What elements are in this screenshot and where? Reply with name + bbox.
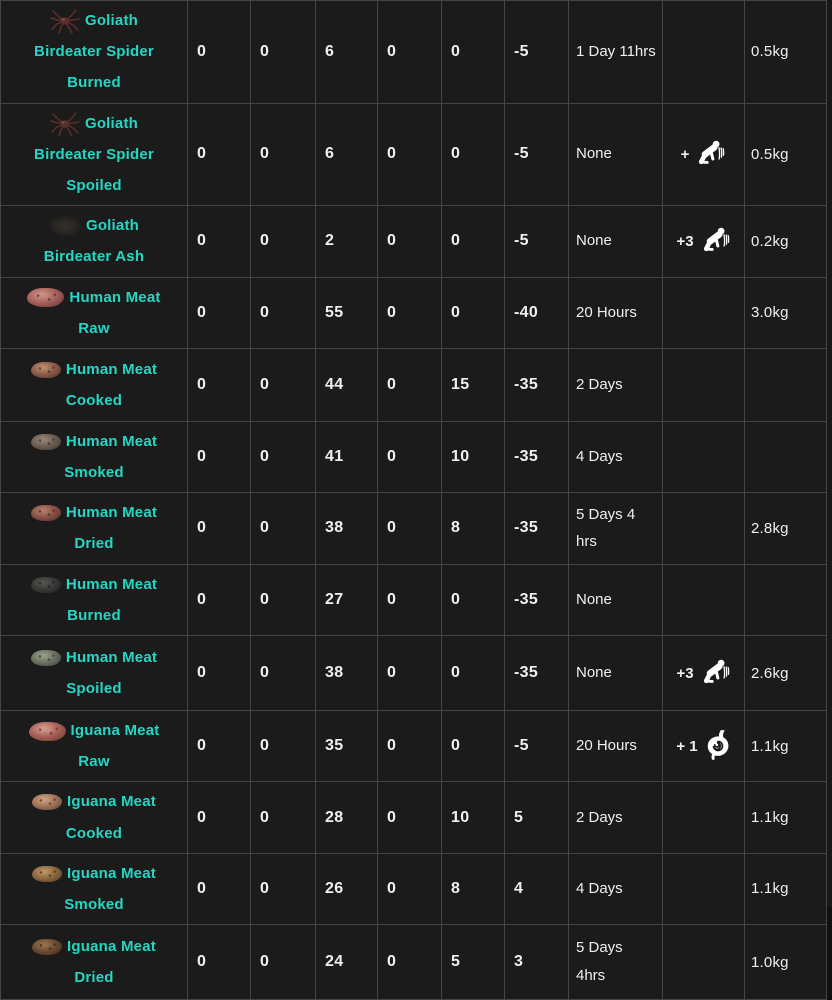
table-row [1, 348, 827, 421]
human-meat-raw-icon [27, 288, 64, 307]
duration-cell [569, 421, 663, 492]
item-name-line: Human Meat Raw [69, 288, 161, 337]
effect-cell [663, 1, 745, 104]
stat-value-cell: 0 [251, 206, 316, 277]
stat-value-cell: 0 [442, 103, 505, 206]
item-name-cell [1, 103, 188, 206]
duration-line: hrs [576, 533, 597, 551]
effect-cell [663, 711, 745, 782]
item-name-line: Birdeater Spider [34, 145, 154, 163]
vomit-icon [701, 657, 731, 689]
weight-cell [745, 421, 827, 492]
item-link[interactable] [32, 793, 156, 841]
stat-value-cell: 0 [188, 493, 251, 564]
effect-cell [663, 636, 745, 711]
stat-value-cell: 0 [188, 564, 251, 635]
stat-value-cell: 0 [251, 782, 316, 853]
stat-value-cell: 6 [316, 1, 378, 104]
stat-value-cell: 55 [316, 277, 378, 348]
item-link[interactable] [29, 722, 160, 770]
item-name-line: Spoiled [66, 680, 122, 697]
duration-line: 20 Hours [576, 737, 637, 755]
stat-value-cell: 41 [316, 421, 378, 492]
stat-value-cell: 0 [251, 564, 316, 635]
item-name-line: Smoked [64, 464, 124, 482]
effect-cell [663, 782, 745, 853]
stat-value-cell: 3 [505, 925, 569, 1000]
effect-count: +3 [676, 232, 694, 250]
table-row [1, 782, 827, 853]
effect-cell [663, 206, 745, 277]
vomit-icon [696, 138, 726, 170]
stat-value-cell: 0 [442, 277, 505, 348]
stat-value-cell: 44 [316, 348, 378, 421]
stat-value-cell: 0 [188, 636, 251, 711]
weight-cell: 1.1kg [745, 711, 827, 782]
stat-value-cell: 0 [251, 277, 316, 348]
stat-value-cell: 0 [442, 564, 505, 635]
item-name-line: Burned [67, 606, 121, 624]
duration-line: 1 Day 11hrs [576, 42, 656, 60]
iguana-meat-dried-icon [32, 939, 62, 955]
table-row [1, 277, 827, 348]
item-name-line: Human Meat [65, 360, 158, 378]
stat-value-cell: -5 [505, 206, 569, 277]
item-name-line: Goliath [84, 114, 139, 132]
stat-value-cell: 0 [378, 206, 442, 277]
stat-value-cell: 28 [316, 782, 378, 853]
effect-count: + [680, 145, 690, 163]
stat-value-cell: -35 [505, 636, 569, 711]
item-name-line: Smoked [64, 895, 124, 913]
table-row [1, 925, 827, 1000]
table-row [1, 103, 827, 206]
stat-value-cell: 0 [251, 1, 316, 104]
item-link[interactable] [34, 12, 154, 91]
table-row [1, 1, 827, 104]
weight-cell: 1.1kg [745, 782, 827, 853]
item-link[interactable] [32, 938, 156, 986]
item-name-cell [1, 782, 188, 853]
stat-value-cell: 26 [316, 853, 378, 924]
stat-value-cell: -5 [505, 103, 569, 206]
table-row [1, 206, 827, 277]
stat-value-cell: 0 [188, 348, 251, 421]
stat-value-cell: 0 [378, 782, 442, 853]
duration-line: 4 Days [576, 448, 623, 466]
weight-cell: 2.6kg [745, 636, 827, 711]
goliath-birdeater-ash-icon [49, 216, 81, 236]
table-row [1, 493, 827, 564]
stat-value-cell: 27 [316, 564, 378, 635]
stat-value-cell: 0 [188, 853, 251, 924]
stat-value-cell: -35 [505, 348, 569, 421]
human-meat-dried-icon [31, 505, 61, 521]
effect-count: + 1 [676, 737, 698, 755]
duration-line: None [576, 590, 612, 608]
duration-cell [569, 1, 663, 104]
stat-value-cell: 0 [378, 348, 442, 421]
stat-value-cell: 8 [442, 853, 505, 924]
item-name-line: Birdeater Ash [43, 248, 145, 266]
item-link[interactable] [31, 504, 157, 552]
human-meat-burned-icon [31, 577, 61, 593]
item-name-line: Goliath [84, 12, 139, 29]
stat-value-cell: 6 [316, 103, 378, 206]
duration-line: 4 Days [576, 880, 623, 898]
human-meat-spoiled-icon [31, 650, 61, 666]
stat-value-cell: 0 [378, 1, 442, 104]
weight-cell [745, 348, 827, 421]
stat-value-cell: 0 [251, 103, 316, 206]
stat-value-cell: -35 [505, 564, 569, 635]
stat-value-cell: 2 [316, 206, 378, 277]
iguana-meat-smoked-icon [32, 866, 62, 882]
duration-line: None [576, 145, 612, 163]
item-link[interactable] [32, 865, 156, 913]
stat-value-cell: -35 [505, 493, 569, 564]
stat-value-cell: 0 [251, 853, 316, 924]
duration-line: None [576, 232, 612, 250]
duration-line: 20 Hours [576, 303, 637, 321]
item-link[interactable] [31, 576, 157, 624]
duration-cell [569, 493, 663, 564]
item-name-cell [1, 564, 188, 635]
human-meat-cooked-icon [31, 362, 61, 378]
stat-value-cell: 0 [378, 853, 442, 924]
stat-value-cell: -40 [505, 277, 569, 348]
item-name-cell [1, 277, 188, 348]
stomach-parasite-icon [705, 729, 731, 763]
stat-value-cell: 38 [316, 636, 378, 711]
duration-cell [569, 636, 663, 711]
stat-value-cell: 0 [188, 782, 251, 853]
stat-value-cell: 15 [442, 348, 505, 421]
stat-value-cell: 0 [188, 103, 251, 206]
item-name-line: Spoiled [66, 176, 122, 194]
weight-cell: 0.5kg [745, 1, 827, 104]
effect-count: +3 [676, 664, 694, 682]
item-name-line: Human Meat [65, 504, 158, 522]
stat-value-cell: 0 [188, 277, 251, 348]
effect-cell [663, 421, 745, 492]
goliath-birdeater-spider-spoiled-icon [50, 111, 80, 137]
duration-cell [569, 782, 663, 853]
iguana-meat-raw-icon [29, 722, 66, 741]
effect-cell [663, 493, 745, 564]
stat-value-cell: 0 [251, 493, 316, 564]
weight-cell: 1.0kg [745, 925, 827, 1000]
item-name-line: Iguana Meat [67, 793, 156, 811]
duration-line: None [576, 664, 612, 682]
stat-value-cell: 0 [188, 421, 251, 492]
effect-cell [663, 853, 745, 924]
duration-cell [569, 277, 663, 348]
item-name-cell [1, 636, 188, 711]
stat-value-cell: 0 [378, 421, 442, 492]
table-row [1, 421, 827, 492]
item-name-cell [1, 421, 188, 492]
stat-value-cell: 0 [442, 636, 505, 711]
item-name-cell [1, 853, 188, 924]
human-meat-smoked-icon [31, 434, 61, 450]
stat-value-cell: 8 [442, 493, 505, 564]
item-link[interactable] [34, 115, 154, 194]
item-name-line: Human Meat [65, 648, 158, 666]
item-link[interactable] [44, 217, 144, 265]
item-name-line: Iguana Meat [67, 864, 156, 882]
stat-value-cell: -5 [505, 711, 569, 782]
stat-value-cell: 0 [188, 1, 251, 104]
item-name-line: Human Meat [65, 575, 158, 593]
duration-cell [569, 103, 663, 206]
item-link[interactable] [27, 289, 160, 337]
stat-value-cell: -5 [505, 1, 569, 104]
stat-value-cell: 0 [251, 421, 316, 492]
item-name-line: Human Meat [65, 432, 158, 450]
stat-value-cell: 0 [442, 1, 505, 104]
item-name-line: Dried [74, 535, 114, 553]
duration-cell [569, 711, 663, 782]
stat-value-cell: 0 [188, 925, 251, 1000]
stat-value-cell: 0 [378, 277, 442, 348]
duration-line: 2 Days [576, 808, 623, 826]
weight-cell: 1.1kg [745, 853, 827, 924]
item-name-cell [1, 1, 188, 104]
stat-value-cell: 10 [442, 782, 505, 853]
weight-cell [745, 564, 827, 635]
stat-value-cell: 0 [251, 348, 316, 421]
goliath-birdeater-spider-burned-icon [50, 8, 80, 34]
table-row [1, 853, 827, 924]
effect-cell [663, 103, 745, 206]
duration-cell [569, 925, 663, 1000]
duration-line: 5 Days 4 [576, 505, 636, 523]
weight-cell: 0.2kg [745, 206, 827, 277]
item-name-line: Iguana Meat [67, 937, 156, 955]
stat-value-cell: -35 [505, 421, 569, 492]
item-name-cell [1, 206, 188, 277]
stat-value-cell: 0 [251, 636, 316, 711]
stat-value-cell: 35 [316, 711, 378, 782]
item-name-line: Iguana Meat Raw [70, 722, 160, 771]
stat-value-cell: 0 [251, 711, 316, 782]
duration-line: 2 Days [576, 376, 623, 393]
duration-line: 5 Days [576, 939, 623, 957]
stat-value-cell: 5 [505, 782, 569, 853]
vomit-icon [701, 225, 731, 257]
duration-cell [569, 206, 663, 277]
item-link[interactable] [31, 649, 157, 697]
duration-line: 4hrs [576, 967, 606, 985]
item-name-line: Birdeater Spider [34, 43, 154, 61]
weight-cell: 3.0kg [745, 277, 827, 348]
food-table-body [1, 1, 827, 1000]
stat-value-cell: 0 [442, 711, 505, 782]
item-name-line: Burned [67, 74, 121, 92]
stat-value-cell: 0 [378, 493, 442, 564]
weight-cell: 0.5kg [745, 103, 827, 206]
stat-value-cell: 10 [442, 421, 505, 492]
item-link[interactable] [31, 433, 157, 481]
effect-cell [663, 348, 745, 421]
effect-cell [663, 564, 745, 635]
stat-value-cell: 0 [188, 206, 251, 277]
item-name-cell [1, 711, 188, 782]
item-name-cell [1, 348, 188, 421]
item-link[interactable] [31, 361, 157, 409]
stat-value-cell: 4 [505, 853, 569, 924]
item-name-cell [1, 925, 188, 1000]
stat-value-cell: 0 [188, 711, 251, 782]
item-name-line: Cooked [65, 824, 123, 842]
iguana-meat-cooked-icon [32, 794, 62, 810]
item-name-cell [1, 493, 188, 564]
stat-value-cell: 0 [378, 103, 442, 206]
weight-cell: 2.8kg [745, 493, 827, 564]
table-row [1, 564, 827, 635]
stat-value-cell: 0 [378, 925, 442, 1000]
item-name-line: Dried [74, 969, 114, 987]
item-name-line: Cooked [65, 391, 123, 409]
duration-cell [569, 564, 663, 635]
effect-cell [663, 277, 745, 348]
stat-value-cell: 0 [378, 711, 442, 782]
stat-value-cell: 0 [251, 925, 316, 1000]
item-name-line: Goliath [85, 217, 140, 235]
stat-value-cell: 5 [442, 925, 505, 1000]
effect-cell [663, 925, 745, 1000]
table-row [1, 636, 827, 711]
duration-cell [569, 853, 663, 924]
stat-value-cell: 0 [378, 636, 442, 711]
stat-value-cell: 24 [316, 925, 378, 1000]
duration-cell [569, 348, 663, 421]
table-row [1, 711, 827, 782]
stat-value-cell: 0 [442, 206, 505, 277]
stat-value-cell: 0 [378, 564, 442, 635]
stat-value-cell: 38 [316, 493, 378, 564]
